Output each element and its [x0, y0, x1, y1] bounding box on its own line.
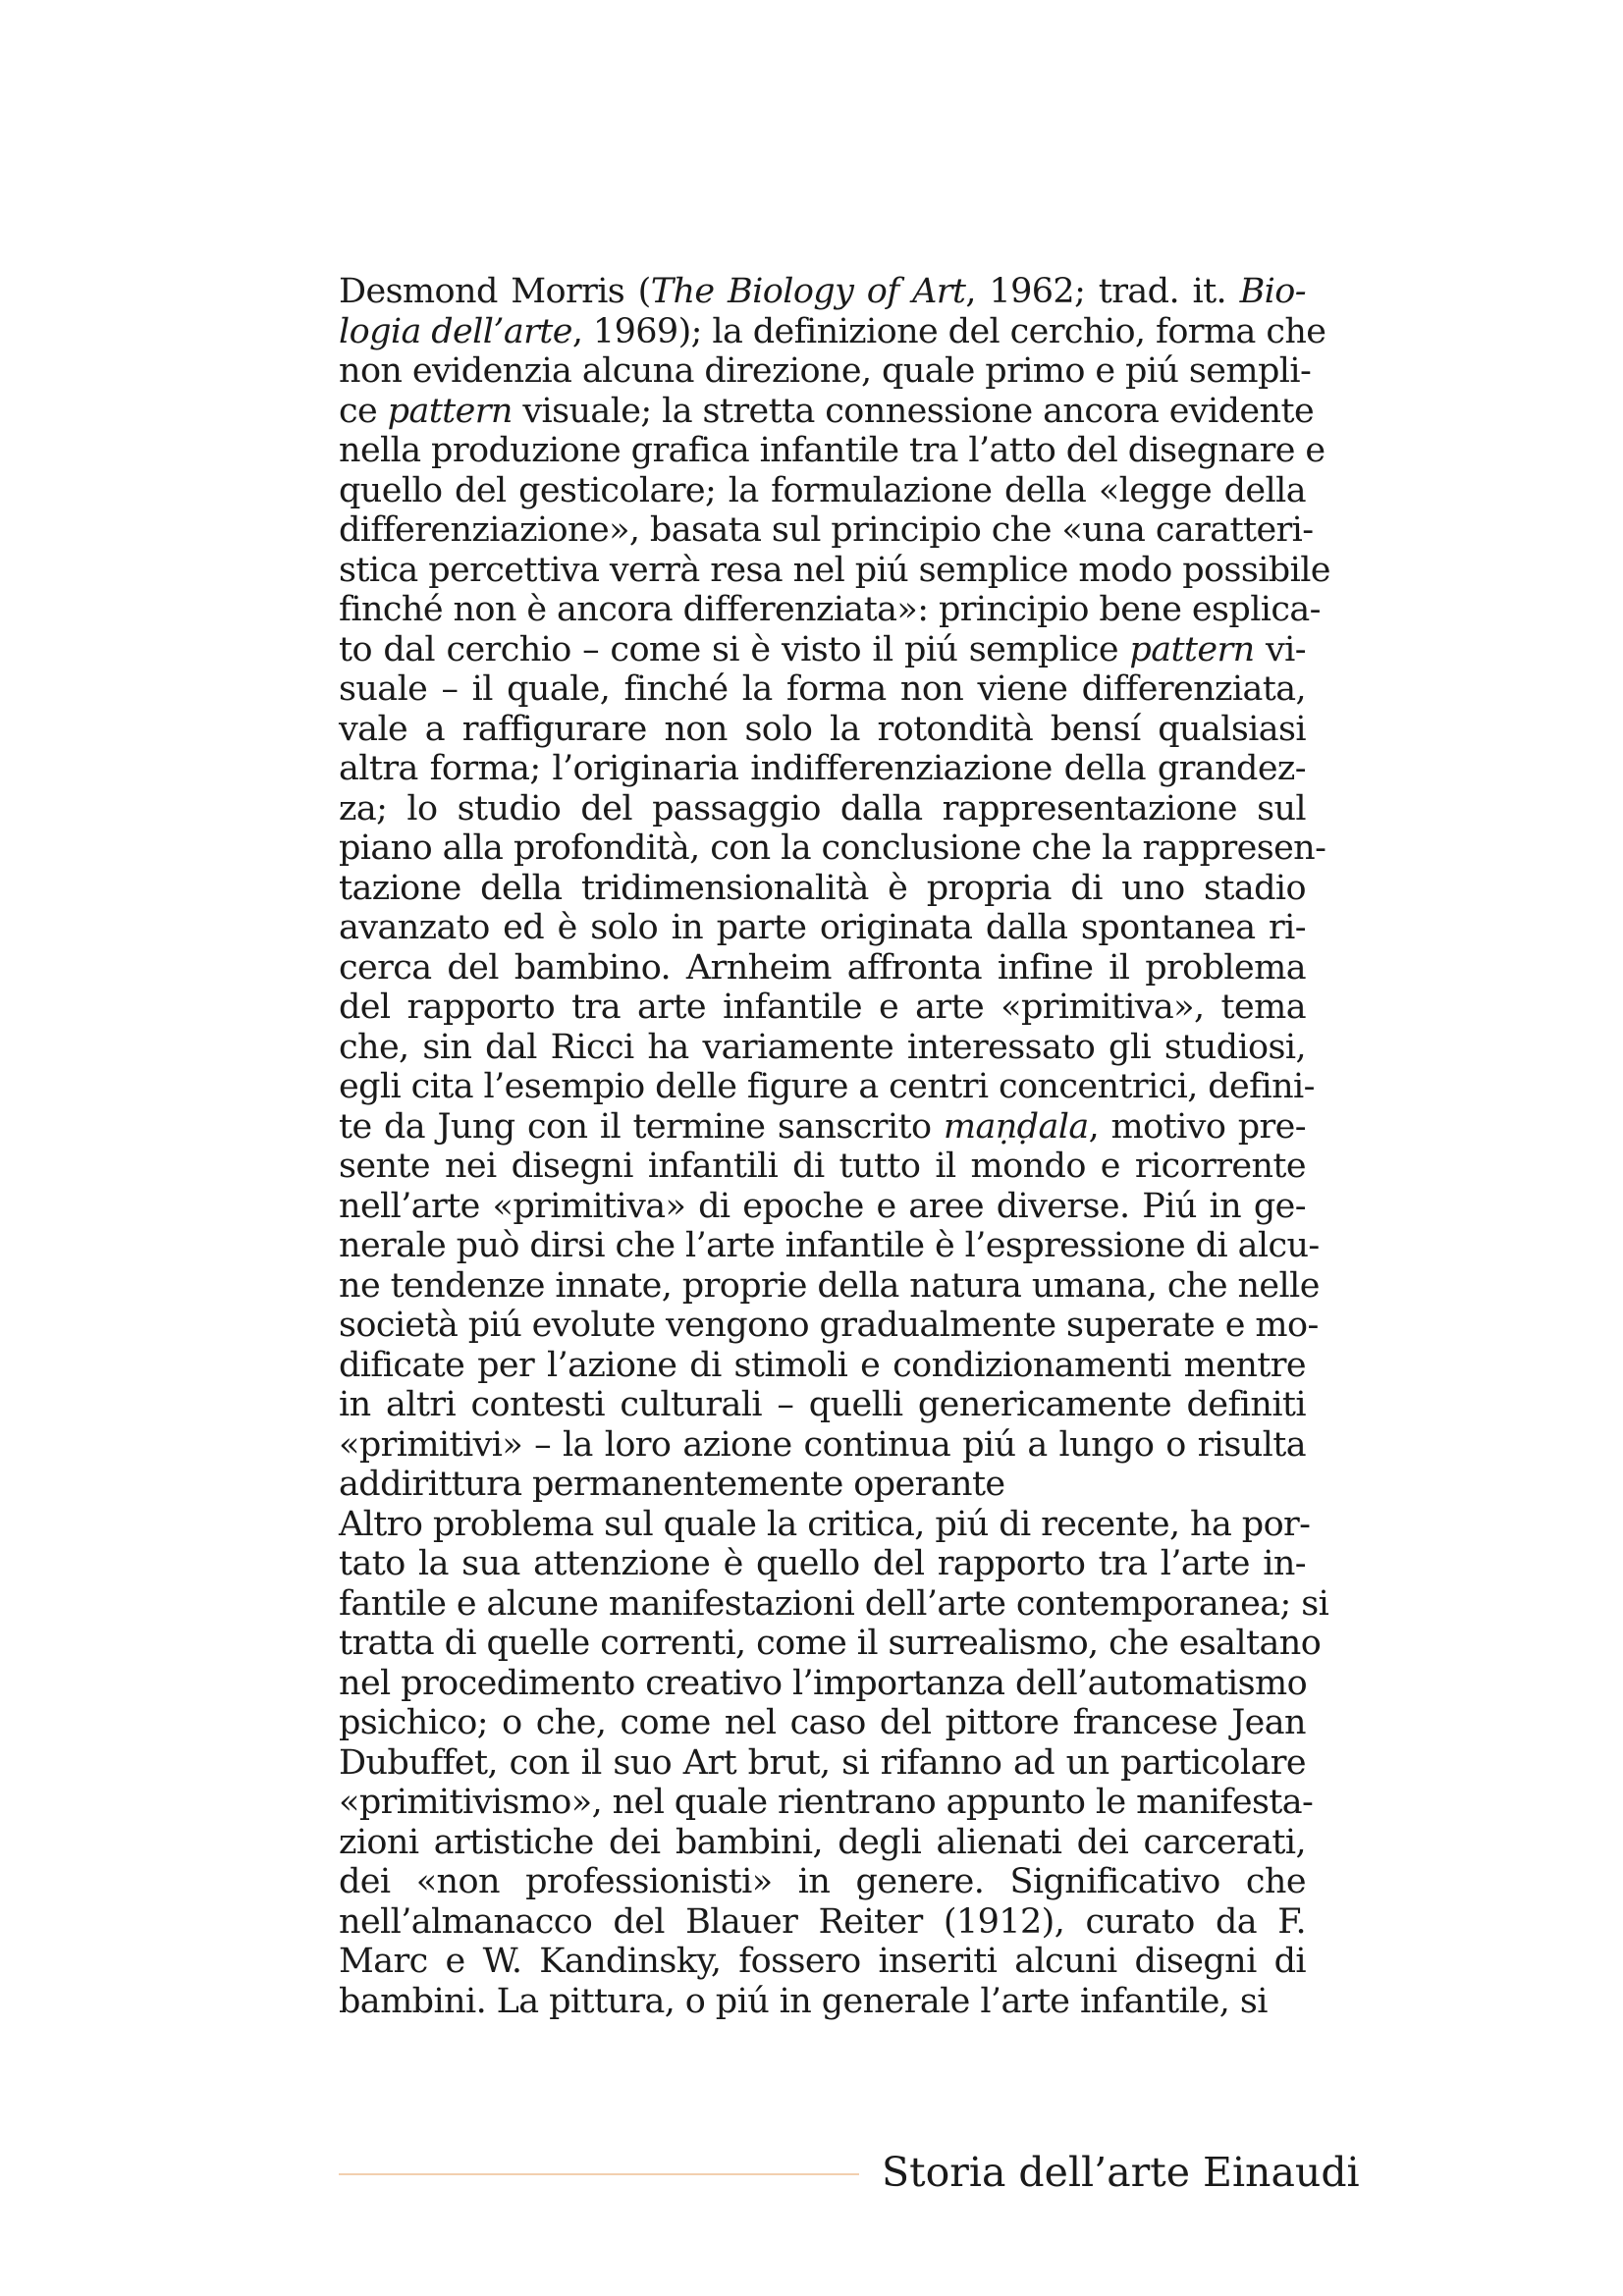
text-line: [339, 550, 1330, 591]
text-line: [339, 789, 1306, 829]
text-line: [339, 869, 1306, 909]
text-line: [339, 1504, 1311, 1545]
text-line: [339, 1544, 1306, 1584]
text-line: [339, 669, 1306, 710]
text-run: stica percettiva verrà resa nel piú semplice modo possibile: [339, 550, 1330, 590]
text-run: psichico; o che, come nel caso del pittore francese Jean: [339, 1703, 1306, 1742]
text-run: quello del gesticolare; la formulazione della «legge della: [339, 470, 1306, 510]
text-run: in altri contesti culturali – quelli genericamente definiti: [339, 1385, 1306, 1424]
text-line: [339, 749, 1306, 789]
text-run: finché non è ancora differenziata»: principio bene esplica-: [339, 590, 1321, 629]
text-run: non evidenzia alcuna direzione, quale primo e piú sempli-: [339, 351, 1312, 391]
text-run: nell’arte «primitiva» di epoche e aree diverse. Piú in ge-: [339, 1186, 1306, 1226]
text-line: [339, 1862, 1306, 1902]
body-text: [339, 272, 1330, 2021]
footer-rule: [339, 2173, 859, 2175]
text-run: tato la sua attenzione è quello del rapporto tra l’arte in-: [339, 1544, 1306, 1583]
text-line: [339, 1187, 1306, 1227]
text-run: nel procedimento creativo l’importanza dell’automatismo: [339, 1663, 1308, 1703]
text-line: [339, 908, 1306, 948]
text-run: tratta di quelle correnti, come il surrealismo, che esaltano: [339, 1624, 1322, 1663]
text-run: ne tendenze innate, proprie della natura umana, che nelle: [339, 1265, 1320, 1306]
text-line: [339, 431, 1325, 471]
text-line: [339, 630, 1306, 670]
text-run: «primitivi» – la loro azione continua piú a lungo o risulta: [339, 1424, 1306, 1465]
text-line: [339, 1425, 1306, 1466]
text-run: tazione della tridimensionalità è propria di uno stadio: [339, 868, 1306, 908]
text-line: [339, 1743, 1306, 1784]
text-run: , motivo pre-: [1088, 1106, 1306, 1147]
text-run: ce: [339, 391, 388, 431]
text-line: [339, 1067, 1315, 1107]
text-line: [339, 1823, 1306, 1863]
text-run: to dal cerchio – come si è visto il piú semplice: [339, 629, 1130, 669]
text-run: , 1969); la definizione del cerchio, forma che: [571, 311, 1326, 351]
text-run: visuale; la stretta connessione ancora evidente: [512, 391, 1315, 431]
text-line: [339, 1147, 1306, 1187]
text-run: cerca del bambino. Arnheim affronta infine il problema: [339, 947, 1306, 988]
text-run: piano alla profondità, con la conclusione che la rappresen-: [339, 828, 1326, 868]
text-run: Dubuffet, con il suo Art brut, si rifanno ad un particolare: [339, 1742, 1306, 1783]
text-run: che, sin dal Ricci ha variamente interessato gli studiosi,: [339, 1027, 1306, 1067]
text-line: [339, 471, 1306, 511]
text-run: nella produzione grafica infantile tra l’atto del disegnare e: [339, 431, 1325, 470]
text-run: società piú evolute vengono gradualmente superate e mo-: [339, 1306, 1319, 1345]
text-line: [339, 828, 1326, 869]
text-run: nerale può dirsi che l’arte infantile è l’espressione di alcu-: [339, 1226, 1320, 1265]
text-line: [339, 1265, 1320, 1307]
footer-title: Storia dell’arte Einaudi: [882, 2149, 1360, 2196]
text-line: [339, 1783, 1314, 1823]
text-run: vale a raffigurare non solo la rotondità bensí qualsiasi: [339, 709, 1306, 749]
text-run: Desmond Morris (: [339, 272, 651, 311]
text-run: za; lo studio del passaggio dalla rappresentazione sul: [339, 788, 1306, 828]
text-line: [339, 391, 1315, 432]
text-run: fantile e alcune manifestazioni dell’arte contemporanea; si: [339, 1583, 1329, 1624]
text-run: suale – il quale, finché la forma non viene differenziata,: [339, 669, 1306, 709]
text-run: del rapporto tra arte infantile e arte «primitiva», tema: [339, 988, 1306, 1027]
text-run: dei «non professionisti» in genere. Significativo che: [339, 1862, 1306, 1901]
text-line: [339, 1902, 1306, 1943]
text-line: [339, 1226, 1320, 1266]
text-line: [339, 1465, 1306, 1505]
text-line: [339, 311, 1326, 352]
italic-term: pattern: [387, 391, 513, 431]
text-run: zioni artistiche dei bambini, degli alienati dei carcerati,: [339, 1822, 1306, 1862]
text-line: [339, 1107, 1306, 1148]
text-line: [339, 510, 1314, 551]
text-run: sente nei disegni infantili di tutto il mondo e ricorrente: [339, 1147, 1306, 1186]
italic-term: The Biology of Art: [650, 272, 966, 311]
italic-term: Bio-: [1239, 272, 1306, 311]
text-line: [339, 351, 1312, 392]
text-line: [339, 1942, 1306, 1982]
text-line: [339, 1624, 1322, 1664]
text-run: dificate per l’azione di stimoli e condizionamenti mentre: [339, 1345, 1306, 1385]
text-line: [339, 710, 1306, 750]
text-line: [339, 1583, 1329, 1625]
text-run: vi-: [1254, 629, 1306, 669]
text-line: [339, 272, 1306, 312]
text-line: [339, 1664, 1306, 1704]
italic-term: logia dell’arte: [339, 311, 572, 351]
text-run: te da Jung con il termine sanscrito: [339, 1106, 944, 1147]
text-run: , 1962; trad. it.: [965, 272, 1240, 311]
text-line: [339, 1306, 1319, 1346]
text-run: addirittura permanentemente operante: [339, 1465, 1005, 1504]
text-line: [339, 948, 1306, 988]
italic-term: maṇḍala: [943, 1106, 1089, 1147]
text-line: [339, 1346, 1306, 1386]
text-line: [339, 1703, 1306, 1743]
text-run: «primitivismo», nel quale rientrano appunto le manifesta-: [339, 1783, 1314, 1822]
text-run: nell’almanacco del Blauer Reiter (1912), curato da F.: [339, 1901, 1306, 1942]
text-run: Altro problema sul quale la critica, piú di recente, ha por-: [339, 1504, 1311, 1544]
italic-term: pattern: [1129, 629, 1255, 669]
text-line: [339, 1385, 1306, 1425]
text-run: Marc e W. Kandinsky, fossero inseriti alcuni disegni di: [339, 1942, 1306, 1981]
text-line: [339, 988, 1306, 1028]
text-run: altra forma; l’originaria indifferenziazione della grandez-: [339, 749, 1306, 788]
text-run: differenziazione», basata sul principio che «una caratteri-: [339, 510, 1314, 550]
text-run: avanzato ed è solo in parte originata dalla spontanea ri-: [339, 908, 1306, 947]
text-line: [339, 1028, 1306, 1068]
text-run: egli cita l’esempio delle figure a centri concentrici, defini-: [339, 1067, 1315, 1106]
text-line: [339, 1982, 1306, 2022]
text-run: bambini. La pittura, o piú in generale l’arte infantile, si: [339, 1981, 1268, 2021]
text-line: [339, 590, 1321, 630]
